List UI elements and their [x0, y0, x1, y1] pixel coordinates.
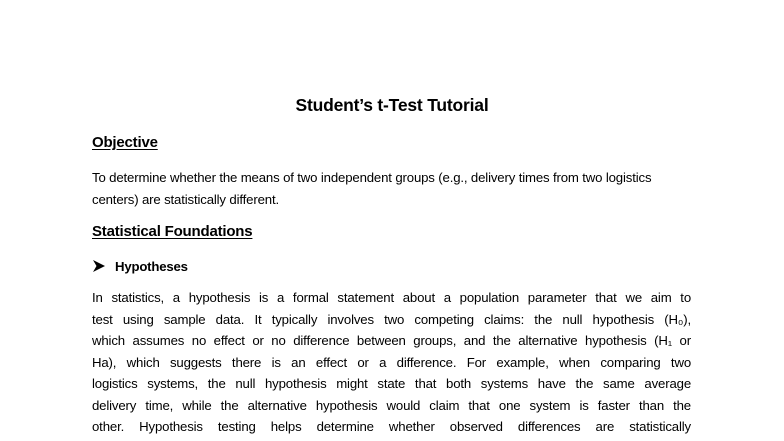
- objective-paragraph: To determine whether the means of two independent groups (e.g., delivery times from two logistics centers) are statistically different.: [92, 170, 652, 207]
- document-title: Student’s t-Test Tutorial: [295, 95, 489, 115]
- paragraph-line: Ha), which suggests there is an effect or a difference. For example, when comparing two: [92, 354, 691, 370]
- paragraph-line: logistics systems, the null hypothesis might state that both systems have the same average: [92, 376, 691, 391]
- paragraph-line: test using sample data. It typically involves two competing claims: the null hypothesis (H₀),: [92, 311, 691, 327]
- hypotheses-label: Hypotheses: [115, 258, 188, 274]
- arrowhead-bullet-icon: [92, 259, 106, 273]
- paragraph-line: other. Hypothesis testing helps determine whether observed differences are statistically: [92, 419, 691, 434]
- hypotheses-bullet: [92, 256, 188, 276]
- paragraph-line: delivery time, while the alternative hypothesis would claim that one system is faster than the: [92, 397, 691, 413]
- paragraph-line: which assumes no effect or no difference between groups, and the alternative hypothesis (H₁ or: [92, 333, 691, 348]
- objective-heading: Objective: [92, 134, 158, 151]
- hypotheses-paragraph: [92, 287, 691, 438]
- paragraph-line: In statistics, a hypothesis is a formal statement about a population parameter that we aim to: [92, 290, 691, 305]
- statistical-foundations-heading: Statistical Foundations: [92, 223, 253, 240]
